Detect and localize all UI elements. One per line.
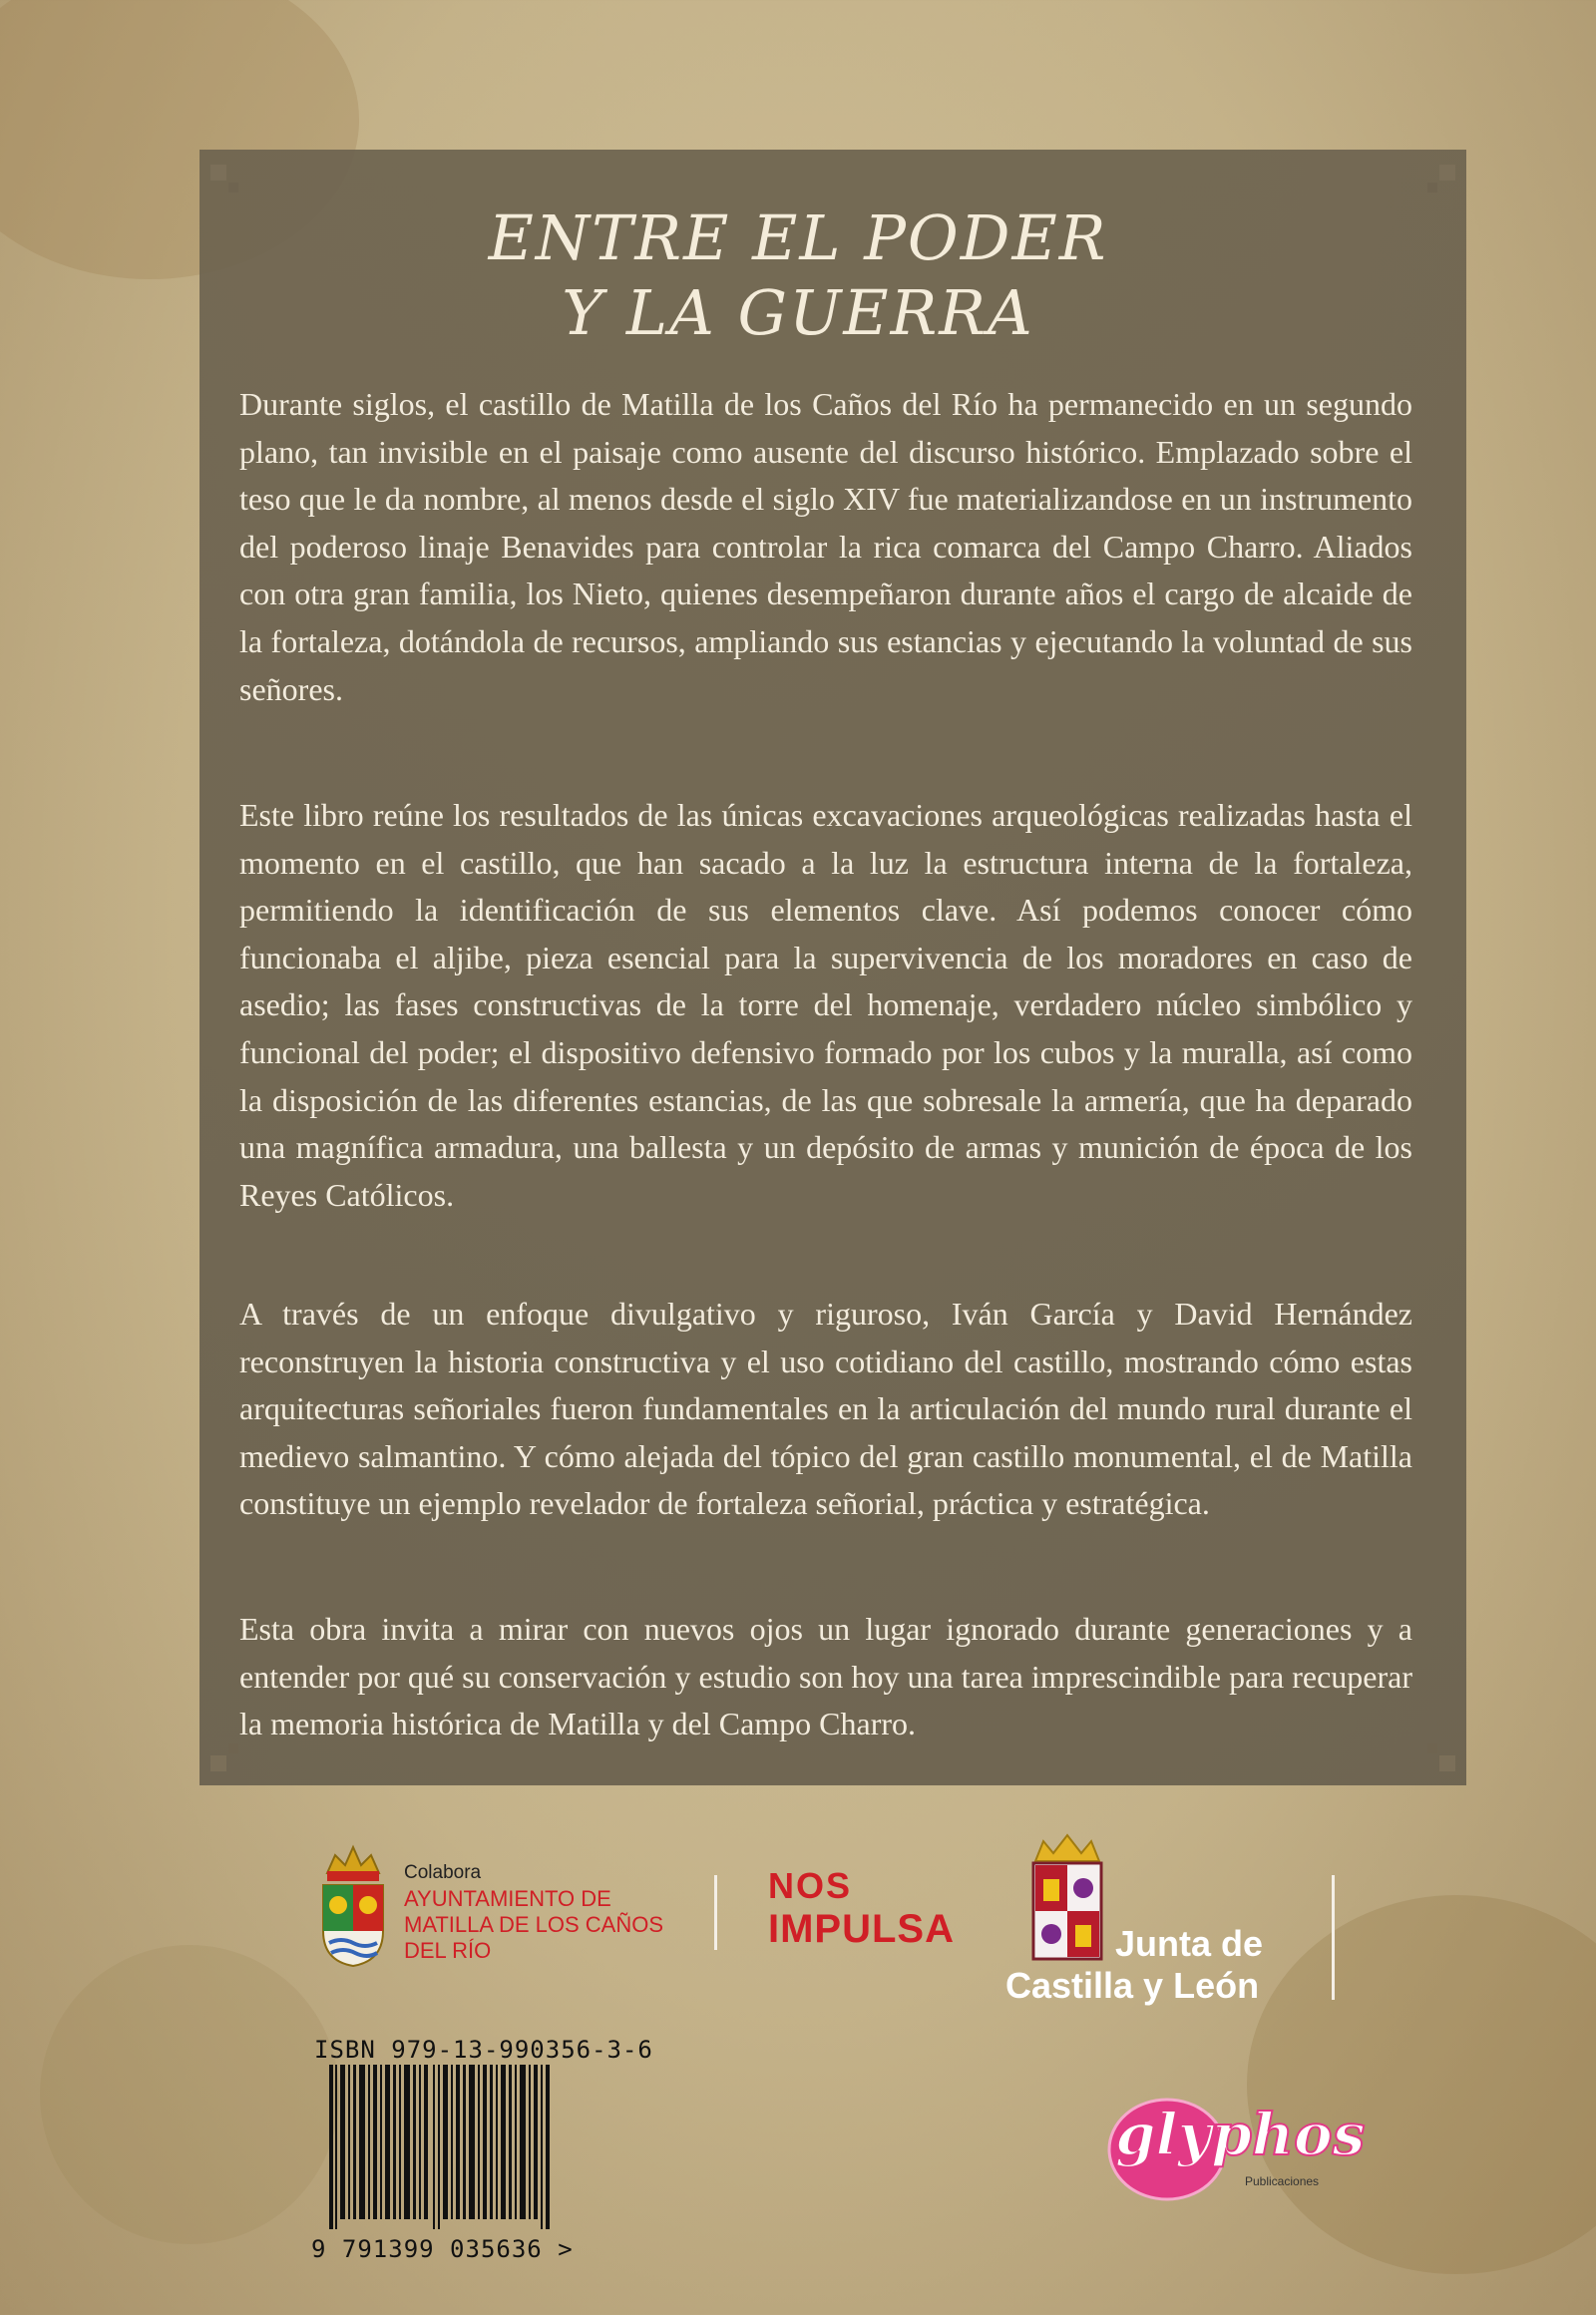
synopsis-paragraph-3: A través de un enfoque divulgativo y riguroso, Iván García y David Hernández reconstruyen la historia constructiva y el uso cotidiano del castillo, mostrando cómo estas arquitecturas señoriales fueron fundamentales en la articulación del mundo rural durante el medievo salmantino. Y cómo alejada del tópico del gran castillo monumental, el de Matilla constituye un ejemplo revelador de fortaleza señorial, práctica y estratégica. [239, 1296, 1412, 1522]
ayuntamiento-line-2: MATILLA DE LOS CAÑOS [404, 1912, 664, 1937]
corner-decoration [1439, 1755, 1455, 1771]
castilla-leon-shield-icon [1027, 1833, 1107, 1963]
glyphos-subtitle: Publicaciones [1245, 2174, 1320, 2188]
barcode [329, 2065, 559, 2229]
logo-divider [714, 1875, 717, 1950]
corner-decoration [228, 183, 238, 193]
junta-line-2: Castilla y León [1005, 1965, 1260, 2006]
synopsis-paragraph-2: Este libro reúne los resultados de las únicas excavaciones arqueológicas realizadas hasta el momento en el castillo, que han sacado a la luz la estructura interna de la fortaleza, permitiendo la identificación de sus elementos clave. Así podemos conocer cómo funcionaba el aljibe, pieza esencial para la supervivencia de los moradores en caso de asedio; las fases constructivas de la torre del homenaje, verdadero núcleo simbólico y funcional del poder; el dispositivo defensivo formado por los cubos y la muralla, así como la disposición de las diferentes estancias, de las que sobresale la armería, que ha deparado una magnífica armadura, una ballesta y un depósito de armas y munición de época de los Reyes Católicos. [239, 797, 1412, 1213]
ayuntamiento-line-3: DEL RÍO [404, 1938, 492, 1963]
colabora-label: Colabora [404, 1862, 482, 1883]
corner-decoration [1439, 165, 1455, 181]
glyphos-name: glyphos [1115, 2101, 1366, 2168]
corner-decoration [1427, 1743, 1437, 1753]
corner-decoration [210, 165, 226, 181]
corner-decoration [1427, 183, 1437, 193]
logo-divider [1332, 1875, 1335, 2000]
book-title-line-1: ENTRE EL PODER [488, 201, 1108, 274]
corner-decoration [228, 1743, 238, 1753]
synopsis-paragraph-4: Esta obra invita a mirar con nuevos ojos un lugar ignorado durante generaciones y a entender por qué su conservación y estudio son hoy una tarea imprescindible para recuperar la memoria histórica de Matilla y del Campo Charro. [239, 1611, 1412, 1742]
junta-line-1: Junta de [1115, 1923, 1264, 1964]
book-title-line-2: Y LA GUERRA [562, 276, 1034, 349]
paper-stain [1247, 1895, 1596, 2274]
paper-stain [40, 1945, 339, 2244]
corner-decoration [210, 1755, 226, 1771]
isbn-label: ISBN 979-13-990356-3-6 [314, 2036, 653, 2064]
nos-impulsa-line-2: IMPULSA [768, 1907, 955, 1951]
barcode-digits: 9 791399 035636 > [311, 2235, 574, 2263]
matilla-coat-of-arms-icon [317, 1833, 389, 1968]
ayuntamiento-line-1: AYUNTAMIENTO DE [404, 1886, 611, 1911]
synopsis-paragraph-1: Durante siglos, el castillo de Matilla de los Caños del Río ha permanecido en un segundo plano, tan invisible en el paisaje como ausente del discurso histórico. Emplazado sobre el teso que le da nombre, al menos desde el siglo XIV fue materializandose en un instrumento del poderoso linaje Benavides para controlar la rica comarca del Campo Charro. Aliados con otra gran familia, los Nieto, quienes desempeñaron durante años el cargo de alcaide de la fortaleza, dotándola de recursos, ampliando sus estancias y ejecutando la voluntad de sus señores. [239, 386, 1412, 707]
nos-impulsa-line-1: NOS [768, 1865, 853, 1906]
